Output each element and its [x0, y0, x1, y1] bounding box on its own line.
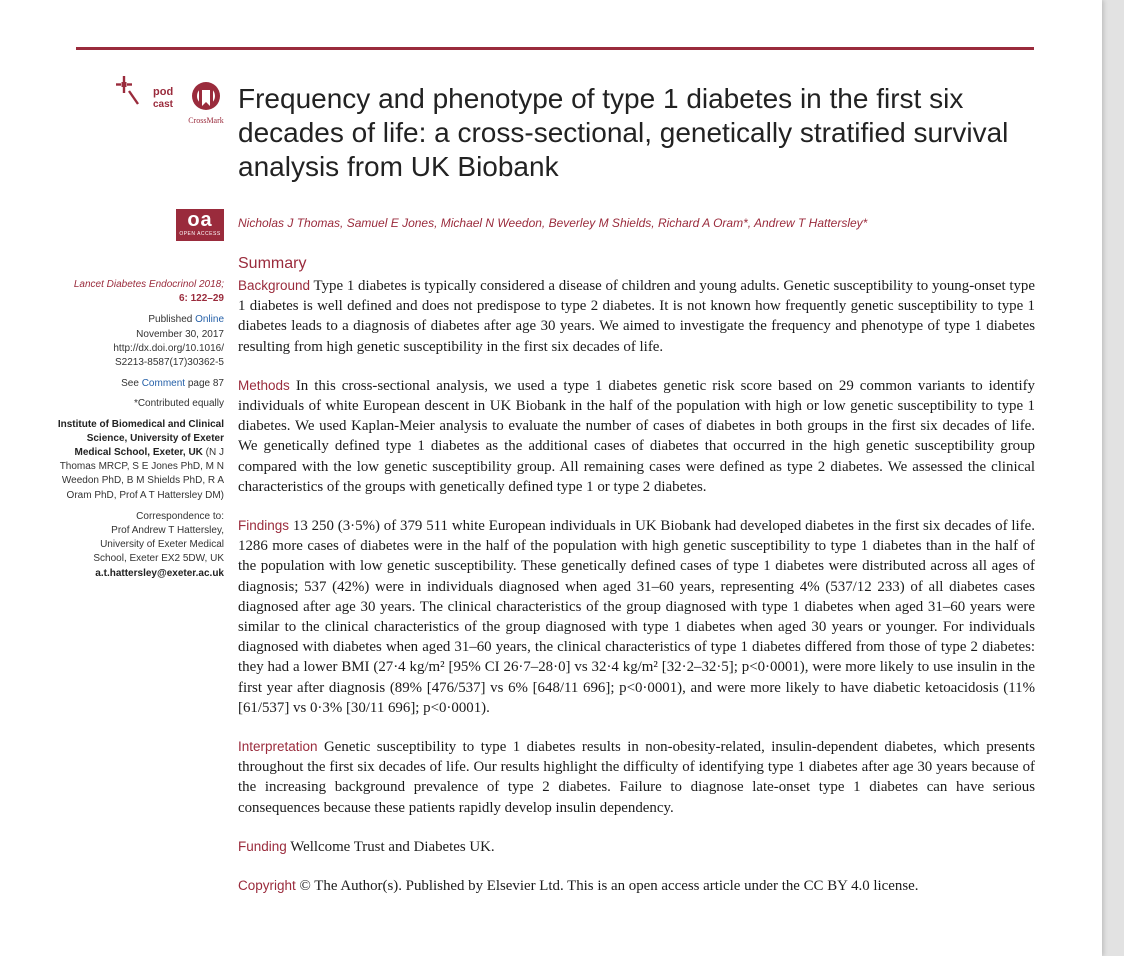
methods-label: Methods	[238, 377, 290, 393]
copyright-text: © The Author(s). Published by Elsevier Ltd. This is an open access article under the CC BY 4.0 license.	[299, 878, 919, 895]
correspondence-label: Correspondence to:	[136, 510, 224, 522]
published-online-link[interactable]: Online	[195, 314, 224, 326]
open-access-badge	[176, 209, 224, 241]
crossmark-label: CrossMark	[188, 116, 224, 125]
abstract-body	[238, 276, 1035, 915]
header-rule	[76, 47, 1034, 50]
abstract-findings	[238, 516, 1035, 718]
institute-authors: (N J Thomas MRCP, S E Jones PhD, M N Weedon PhD, B M Shields PhD, R A Oram PhD, Prof A T Hattersley DM)	[59, 447, 224, 501]
see-prefix: See	[121, 378, 142, 390]
interpretation-label: Interpretation	[238, 739, 318, 755]
funding-label: Funding	[238, 838, 287, 854]
interpretation-text: Genetic susceptibility to type 1 diabetes results in non-obesity-related, insulin-dependent diabetes, which presents throughout the first six decades of life. Our results highlight the difficulty of identifying type 1 diabetes after age 30 years because of the increasing background prevalence of type 2 diabetes. Failure to diagnose late-onset type 1 diabetes can have serious consequences because these patients rapidly develop insulin dependency.	[238, 739, 1035, 816]
see-comment	[56, 377, 224, 391]
open-access-badge-sub: OPEN ACCESS	[179, 231, 221, 237]
funding-text: Wellcome Trust and Diabetes UK.	[290, 838, 495, 855]
doi-line-1[interactable]: http://dx.doi.org/10.1016/	[113, 342, 224, 354]
abstract-funding	[238, 837, 1035, 857]
doi-line-2[interactable]: S2213-8587(17)30362-5	[115, 357, 224, 369]
methods-text: In this cross-sectional analysis, we used a type 1 diabetes genetic risk score based on 29 common variants to identify individuals of white European descent in UK Biobank in the half of the population with high or low genetic susceptibility to type 1 diabetes. We used Kaplan-Meier analysis to evaluate the number of cases of diabetes in both groups in the first six decades of life. We genetically defined type 1 diabetes as the additional cases of diabetes that occurred in the high genetic susceptibility group compared with the low genetic susceptibility group. All remaining cases were defined as type 2 diabetes. We assessed the clinical characteristics of the groups with genetically defined type 1 or type 2 diabetes.	[238, 377, 1035, 495]
podcast-label-pod: pod	[153, 86, 174, 98]
institute-name: Institute of Biomedical and Clinical Science, University of Exeter Medical School, Exeter, UK	[57, 418, 224, 459]
abstract-interpretation	[238, 737, 1035, 818]
crossmark-icon[interactable]	[188, 80, 228, 128]
open-access-badge-main: oa	[187, 209, 213, 231]
correspondence-email[interactable]: a.t.hattersley@exeter.ac.uk	[95, 567, 224, 579]
journal-citation	[56, 278, 224, 306]
correspondence-block	[56, 510, 224, 581]
abstract-background	[238, 276, 1035, 357]
abstract-copyright	[238, 876, 1035, 896]
findings-label: Findings	[238, 518, 290, 534]
correspondence-address-1: University of Exeter Medical	[100, 539, 224, 551]
podcast-icon[interactable]	[152, 84, 182, 112]
background-text: Type 1 diabetes is typically considered a disease of children and young adults. Genetic susceptibility to young-onset type 1 diabetes is well defined and does not predispose to type 2 diabetes. It is not known how frequently genetic susceptibility to type 1 diabetes leads to a diagnosis of diabetes after age 30 years. We aimed to investigate the frequency and phenotype of type 1 diabetes resulting from high genetic susceptibility in the first six decades of life.	[238, 278, 1035, 355]
published-prefix: Published	[148, 314, 196, 326]
article-sidebar	[56, 278, 224, 581]
author-list: Nicholas J Thomas, Samuel E Jones, Michael N Weedon, Beverley M Shields, Richard A Oram*, Andrew T Hattersley*	[238, 216, 868, 230]
copyright-label: Copyright	[238, 878, 296, 894]
institute-affiliation	[56, 418, 224, 503]
abstract-methods	[238, 376, 1035, 497]
journal-name: Lancet Diabetes Endocrinol	[73, 279, 197, 290]
journal-volume: 6: 122–29	[178, 293, 224, 305]
journal-year: 2018;	[196, 279, 224, 290]
see-suffix: page 87	[185, 378, 224, 390]
findings-text: 13 250 (3·5%) of 379 511 white European individuals in UK Biobank had developed diabetes in the first six decades of life. 1286 more cases of diabetes were in the half of the population with high genetic susceptibility to type 1 diabetes than in the half of the population with low genetic susceptibility. These genetically defined cases of type 1 diabetes were distributed across all ages of diagnosis; 537 (42%) were in individuals diagnosed when aged 31–60 years, representing 4% (537/12 233) of all diabetes cases diagnosed after age 30 years. The clinical characteristics of the group diagnosed with type 1 diabetes when aged 31–60 years were similar to the clinical characteristics of the group diagnosed with type 1 diabetes when aged 30 years or younger. For individuals diagnosed with diabetes when aged 31–60 years, the clinical characteristics of type 1 diabetes differed from those of type 2 diabetes: they had a lower BMI (27·4 kg/m² [95% CI 26·7–28·0] vs 32·4 kg/m² [32·2–32·5]; p<0·0001), were more likely to use insulin in the first year after diagnosis (89% [476/537] vs 6% [648/11 696]; p<0·0001), and were more likely to have diabetic ketoacidosis (11% [61/537] vs 0·3% [30/11 696]; p<0·0001).	[238, 518, 1035, 716]
crosshair-icon[interactable]	[114, 74, 142, 110]
podcast-label-cast: cast	[153, 99, 174, 110]
comment-link[interactable]: Comment	[141, 378, 186, 390]
summary-heading: Summary	[238, 255, 307, 272]
publication-info	[56, 313, 224, 370]
contributed-equally-note: *Contributed equally	[133, 398, 224, 410]
background-label: Background	[238, 278, 311, 293]
correspondence-name: Prof Andrew T Hattersley,	[111, 525, 224, 537]
correspondence-address-2: School, Exeter EX2 5DW, UK	[93, 553, 224, 565]
article-icons	[114, 74, 226, 134]
publication-date: November 30, 2017	[136, 328, 224, 340]
article-title: Frequency and phenotype of type 1 diabetes in the first six decades of life: a cross-sectional, genetically stratified survival analysis from UK Biobank	[238, 83, 1009, 182]
